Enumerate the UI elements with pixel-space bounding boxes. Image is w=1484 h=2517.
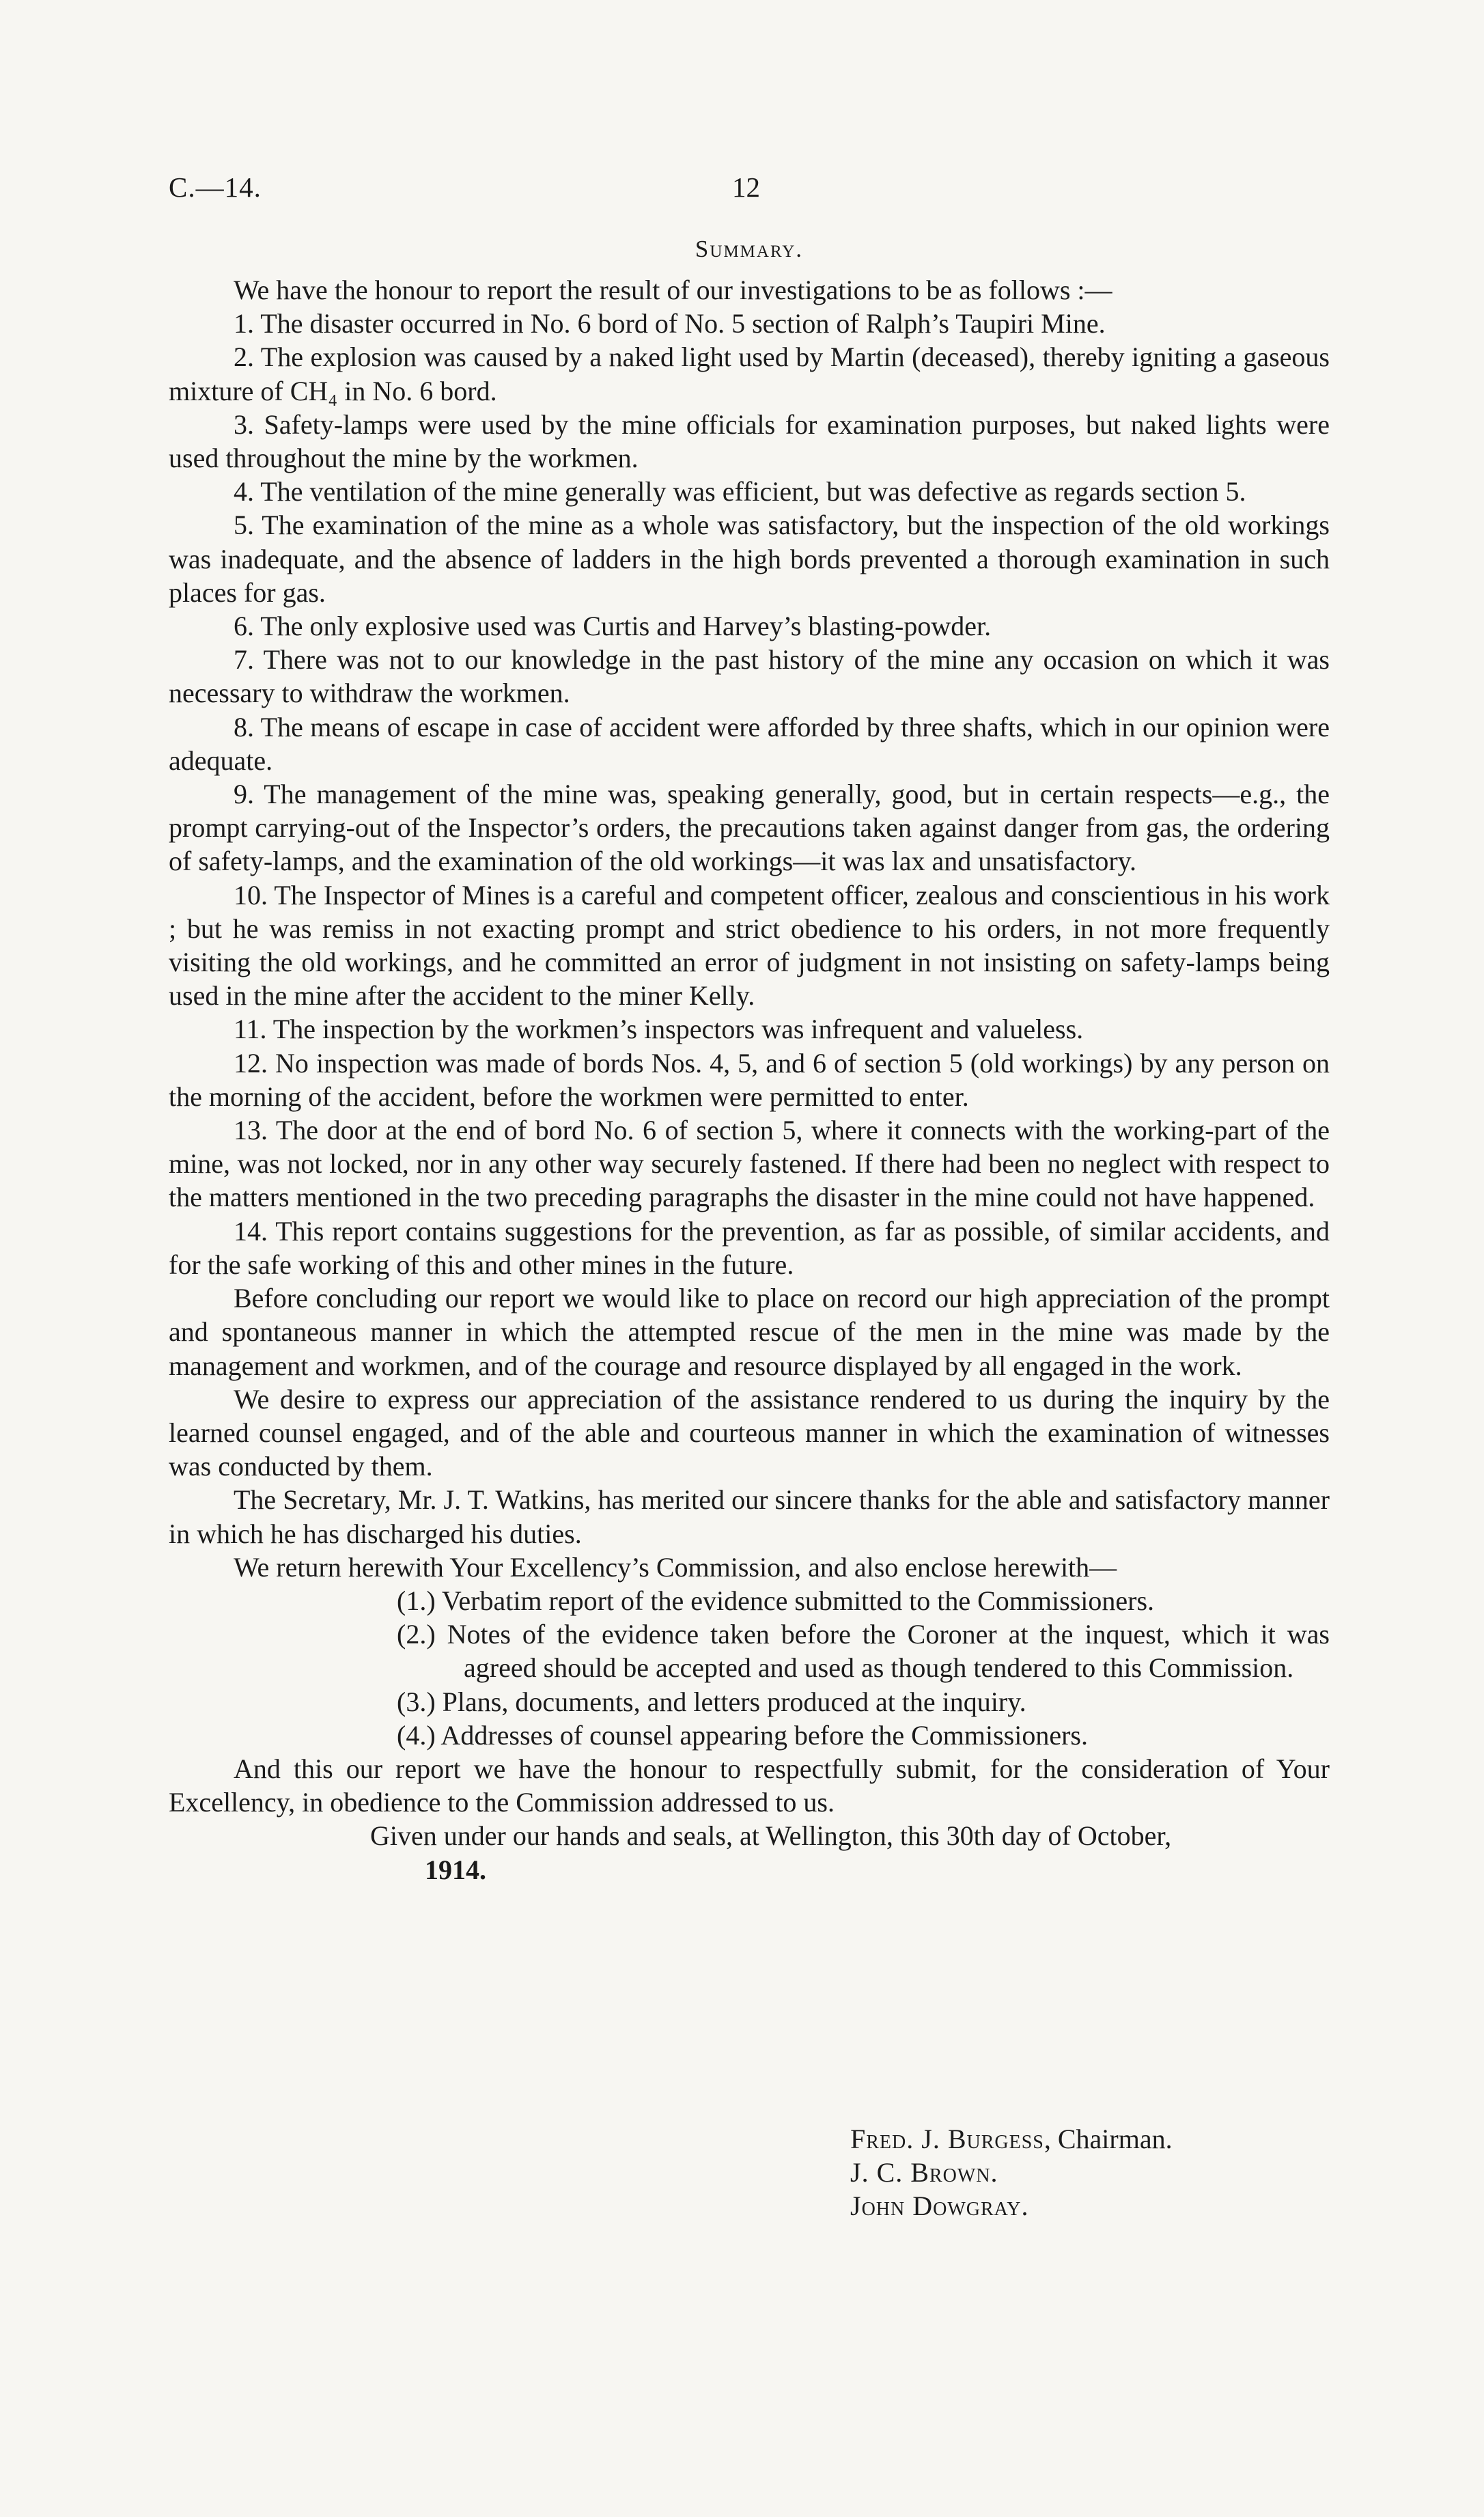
enclosure-intro-paragraph: We return herewith Your Excellency’s Commission, and also enclose herewith—: [234, 1551, 1117, 1583]
section-title: Summary.: [695, 236, 804, 262]
finding-8: 8. The means of escape in case of accident were afforded by three shafts, which in our opinion were adequate.: [169, 711, 1330, 776]
signature-line: [850, 2156, 1173, 2189]
page-header: [169, 171, 1330, 212]
finding-12: 12. No inspection was made of bords Nos. 4, 5, and 6 of section 5 (old workings) by any person on the morning of the accident, before the workmen were permitted to enter.: [169, 1047, 1330, 1112]
secretary-thanks-paragraph: The Secretary, Mr. J. T. Watkins, has merited our sincere thanks for the able and satisfactory manner in which he has discharged his duties.: [169, 1484, 1330, 1549]
finding-6: 6. The only explosive used was Curtis and Harvey’s blasting-powder.: [234, 611, 992, 642]
counsel-appreciation-paragraph: We desire to express our appreciation of the assistance rendered to us during the inquiry by the learned counsel engaged, and of the able and courteous manner in which the examination of witnesses was conducted by them.: [169, 1383, 1330, 1482]
document-reference: C.—14.: [169, 171, 262, 203]
submission-paragraph: And this our report we have the honour to respectfully submit, for the consideration of Your Excellency, in obedience to the Commission addressed to us.: [169, 1753, 1330, 1818]
signature-block: [850, 2122, 1173, 2223]
finding-2: 2. The explosion was caused by a naked light used by Martin (deceased), thereby igniting a gaseous mixture of CH₄ in No. 6 bord.: [169, 342, 1330, 406]
signature-line: [850, 2189, 1173, 2223]
finding-7: 7. There was not to our knowledge in the past history of the mine any occasion on which it was necessary to withdraw the workmen.: [169, 644, 1330, 709]
signatory-role: , Chairman.: [1044, 2124, 1173, 2154]
signatory-name: John Dowgray.: [850, 2191, 1029, 2221]
intro-paragraph: We have the honour to report the result of our investigations to be as follows :—: [234, 275, 1112, 305]
signature-line: [850, 2122, 1173, 2156]
finding-11: 11. The inspection by the workmen’s inspectors was infrequent and valueless.: [234, 1014, 1084, 1045]
given-line: Given under our hands and seals, at Wellington, this 30th day of October,: [370, 1820, 1172, 1852]
finding-13: 13. The door at the end of bord No. 6 of section 5, where it connects with the working-part of the mine, was not locked, nor in any other way securely fastened. If there had been no neglect with respect to the matters mentioned in the two preceding paragraphs the disaster in the mine could not have happened.: [169, 1115, 1330, 1213]
enclosure-item: (3.) Plans, documents, and letters produced at the inquiry.: [397, 1686, 1026, 1717]
enclosure-list: [169, 1584, 1330, 1752]
enclosure-item: (4.) Addresses of counsel appearing before the Commissioners.: [397, 1719, 1088, 1751]
enclosure-item: (2.) Notes of the evidence taken before the Coroner at the inquest, which it was agreed should be accepted and used as though tendered to this Commission.: [397, 1619, 1330, 1684]
signatory-name: J. C. Brown.: [850, 2157, 998, 2188]
finding-5: 5. The examination of the mine as a whole was satisfactory, but the inspection of the old workings was inadequate, and the absence of ladders in the high bords prevented a thorough examination in such places for gas.: [169, 510, 1330, 608]
finding-9: 9. The management of the mine was, speaking generally, good, but in certain respects—e.g., the prompt carrying-out of the Inspector’s orders, the precautions taken against danger from gas, the ordering of safety-lamps, and the examination of the old workings—it was lax and unsatisfactory.: [169, 779, 1330, 877]
page-number: 12: [732, 171, 760, 203]
rescue-appreciation-paragraph: Before concluding our report we would like to place on record our high appreciation of the prompt and spontaneous manner in which the attempted rescue of the men in the mine was made by the management and workmen, and of the courage and resource displayed by all engaged in the work.: [169, 1283, 1330, 1381]
finding-3: 3. Safety-lamps were used by the mine officials for examination purposes, but naked lights were used throughout the mine by the workmen.: [169, 408, 1330, 474]
given-year: 1914.: [425, 1854, 486, 1885]
finding-4: 4. The ventilation of the mine generally was efficient, but was defective as regards section 5.: [234, 476, 1246, 507]
report-body: [169, 273, 1330, 1887]
finding-10: 10. The Inspector of Mines is a careful and competent officer, zealous and conscientious in his work ; but he was remiss in not exacting prompt and strict obedience to his orders, in not more frequently visiting the old workings, and he committed an error of judgment in not insisting on safety-lamps being used in the mine after the accident to the miner Kelly.: [169, 879, 1330, 1012]
enclosure-item: (1.) Verbatim report of the evidence submitted to the Commissioners.: [397, 1585, 1155, 1616]
finding-14: 14. This report contains suggestions for the prevention, as far as possible, of similar accidents, and for the safe working of this and other mines in the future.: [169, 1215, 1330, 1280]
signatory-name: Fred. J. Burgess: [850, 2124, 1044, 2154]
finding-1: 1. The disaster occurred in No. 6 bord of No. 5 section of Ralph’s Taupiri Mine.: [234, 308, 1106, 339]
